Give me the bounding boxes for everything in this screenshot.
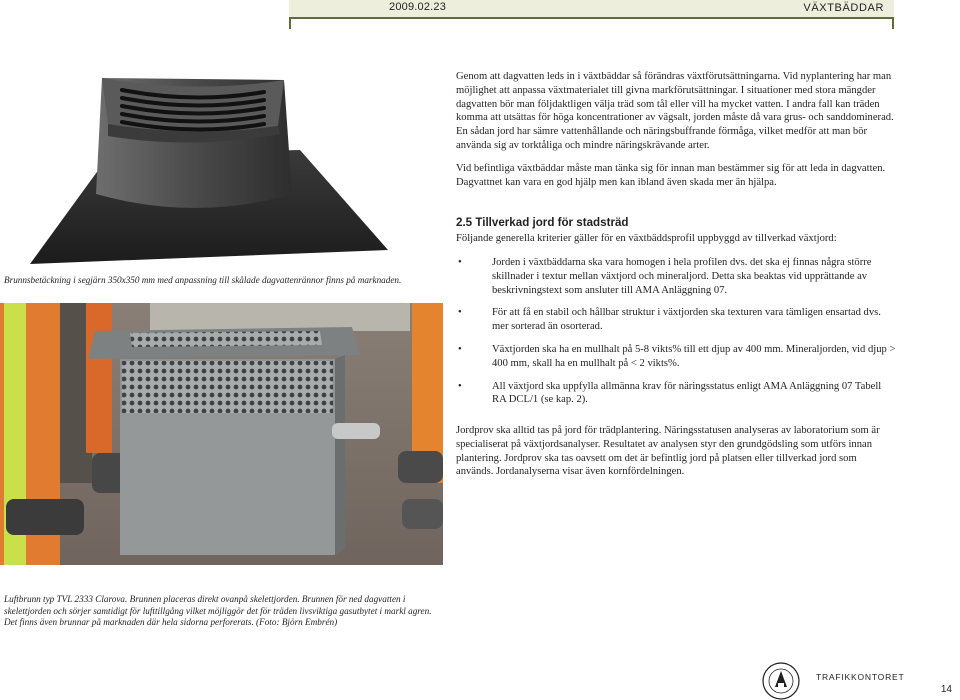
list-item-text: Jorden i växtbäddarna ska vara homogen i hela profilen dvs. det ska ej finnas några större skillnader i textur mellan växtjord och mineraljord. Detta ska beaktas vid upprättande av beskrivningstext som ansluter till AMA Anläggning 07.	[492, 257, 872, 296]
department-name: TRAFIKKONTORET	[816, 672, 905, 682]
header-section-title: VÄXTBÄDDAR	[803, 2, 884, 14]
section-title: Tillverkad jord för stadsträd	[475, 216, 629, 229]
list-item-text: För att få en stabil och hållbar struktur i växtjorden ska texturen vara tämligen ensartad dvs. mer sorterad än osorterad.	[492, 307, 881, 333]
city-seal-logo	[758, 657, 804, 700]
paragraph-text: Följande generella kriterier gäller för en växtbäddsprofil uppbyggd av tillverkad växtjord:	[456, 233, 837, 244]
air-well-photo	[0, 303, 443, 565]
well-caption: Luftbrunn typ TVL 2333 Clarova. Brunnen placeras direkt ovanpå skelettjorden. Brunnen för ned dagvatten i skelettjorden och sörjer samtidigt för lufttillgång vilket möjliggör det för träden livsviktiga gasutbytet i markl agren. Det finns även brunnar på marknaden där hela sidorna perforerats. (Foto: Björn Embrén)	[4, 594, 432, 628]
list-item	[456, 380, 896, 408]
paragraph-dagvatten-intro	[456, 70, 896, 153]
page-number: 14	[940, 684, 952, 695]
bullet-icon: •	[458, 380, 462, 392]
bullet-icon: •	[458, 307, 462, 319]
list-item-text: Växtjorden ska ha en mullhalt på 5-8 vikts% till ett djup av 400 mm. Mineraljorden, vid djup > 400 mm, skall ha en mullhalt på < 2 vikts%.	[492, 343, 896, 369]
paragraph-criteria-intro	[456, 232, 896, 246]
paragraph-befintliga	[456, 162, 896, 190]
section-number: 2.5	[456, 216, 473, 229]
bullet-icon: •	[458, 257, 462, 268]
list-item	[456, 306, 896, 334]
header-divider-left	[289, 17, 291, 29]
grate-caption: Brunnsbetäckning i segjärn 350x350 mm med anpassning till skålade dagvattenrännor finns på marknaden.	[4, 275, 402, 285]
list-item	[456, 256, 896, 297]
header-date: 2009.02.23	[389, 1, 447, 13]
bullet-icon: •	[458, 343, 462, 355]
drain-grate-photo	[30, 74, 388, 266]
paragraph-text: Vid befintliga växtbäddar måste man tänka sig för innan man bestämmer sig för att leda in dagvatten. Dagvattnet kan vara en god hjälp men kan ibland även skada mer än hjälpa.	[456, 163, 886, 188]
header-divider-right	[892, 17, 894, 29]
paragraph-text: Jordprov ska alltid tas på jord för trädplantering. Näringsstatusen analyseras av laboratorium som är specialiserat på växtjordsanalyser. Resultatet av analysen styr den grundgödsling som utförs innan plantering. Jordprov ska tas oavsett om det är befintlig jord på platsen eller tillverkad jord som används. Jordanalyserna visar även kornfördelningen.	[456, 425, 880, 478]
section-heading	[456, 216, 628, 229]
paragraph-jordprov	[456, 424, 896, 479]
list-item	[456, 343, 896, 371]
list-item-text: All växtjord ska uppfylla allmänna krav för näringsstatus enligt AMA Anläggning 07 Tabell RA DCL/1 (se kap. 2).	[492, 380, 882, 406]
criteria-list	[456, 256, 896, 416]
paragraph-text: Genom att dagvatten leds in i växtbäddar så förändras växtförutsättningarna. Vid nyplantering har man möjlighet att anpassa växtmaterialet till givna markförutsättningar. I situationer med stora mängder dagvatten bör man följdaktligen välja träd som tål eller vill ha mycket vatten. I andra fall kan träden komma att utsättas för höga koncentrationer av vägsalt, jorden måste då vara grus- och sanddominerad. En sådan jord har sämre vattenhållande och näringsbuffrande förmåga, vilket medför att man bör använda sig av torktåliga och mindre näringskrävande arter.	[456, 71, 894, 151]
